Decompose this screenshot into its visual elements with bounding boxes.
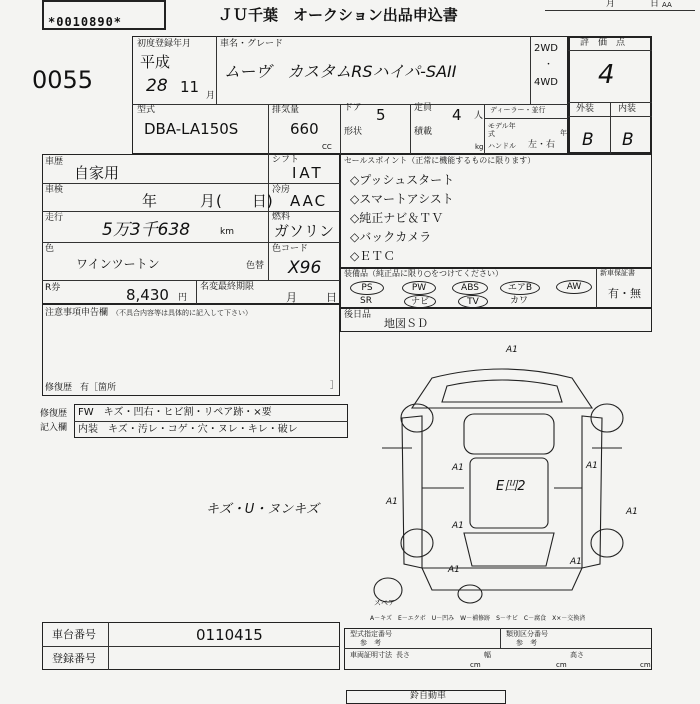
mark-roof: E凹2 — [496, 479, 526, 494]
form-title: ＪＵ千葉 オークション出品申込書 — [218, 6, 458, 24]
car-outline-rear — [422, 565, 582, 590]
car-left-side — [402, 416, 422, 568]
equip-abs: ABS — [452, 281, 488, 295]
registration-month-unit: 月 — [206, 91, 216, 101]
shift-label: シフト — [272, 155, 300, 165]
wheel-rear-left — [401, 529, 433, 557]
selling-point-2: ◇スマートアシスト — [350, 192, 454, 206]
capacity-unit: 人 — [474, 111, 484, 121]
recycle-unit: 円 — [178, 293, 188, 303]
notes-sub: （不具合内容等は具体的に記入して下さい） — [112, 309, 252, 317]
vehicle-name-label: 車名・グレード — [220, 39, 284, 49]
equipment-label: 装備品（純正品に限り○をつけてください） — [344, 269, 503, 278]
fuel-label: 燃料 — [272, 212, 291, 222]
color-change-label: 色替 — [246, 261, 265, 271]
drive-2wd: 2WD — [534, 43, 558, 54]
car-rear-window — [464, 533, 554, 566]
interior-grade: B — [622, 130, 634, 150]
equip-leather: カワ — [510, 296, 529, 306]
mark-right-lower: A1 — [570, 557, 582, 567]
equip-tv: TV — [458, 295, 488, 308]
inspection-label: 車検 — [45, 185, 64, 195]
loading-label: 積載 — [414, 127, 433, 137]
equip-airbag: エアB — [500, 281, 540, 295]
selling-point-4: ◇バックカメラ — [350, 230, 432, 244]
damage-handwritten: キズ・U・ヌンキズ — [206, 502, 319, 517]
date-month: 月 — [606, 0, 616, 9]
score-label: 評 価 点 — [580, 38, 626, 48]
model-label: 型式 — [137, 105, 156, 115]
type-number-label: 型式指定番号 — [350, 630, 392, 638]
wheel-rear-right — [591, 529, 623, 557]
meter-change-label: 名変最終期限 — [200, 282, 255, 292]
type-number-sub: 参 考 — [360, 639, 381, 647]
damage-label-bottom: 記入欄 — [40, 423, 68, 433]
color-label: 色 — [45, 244, 55, 254]
mileage-label: 走行 — [45, 213, 64, 223]
damage-label-top: 修復歴 — [40, 409, 68, 419]
chassis-value: 0110415 — [196, 626, 263, 644]
mark-right-mid: A1 — [626, 507, 638, 517]
mark-left-upper: A1 — [452, 463, 464, 473]
registration-year: 28 — [146, 76, 168, 96]
mileage-unit: km — [220, 227, 234, 237]
warranty-value: 有・無 — [608, 287, 641, 300]
chassis-label: 車台番号 — [52, 628, 96, 641]
mark-right-upper: A1 — [586, 461, 598, 471]
serial-number: *0010890* — [48, 15, 123, 29]
inspection-month: 月 — [200, 192, 216, 210]
inspection-year: 年 — [142, 192, 158, 210]
tail-wheel — [458, 585, 482, 603]
date-underline — [545, 10, 695, 11]
meter-month: 月 — [286, 291, 297, 304]
model-value: DBA-LA150S — [144, 120, 239, 138]
displacement-label: 排気量 — [272, 105, 300, 115]
width-unit: cm — [556, 661, 567, 669]
date-suffix: AA — [662, 1, 672, 9]
vehicle-name: ムーヴ カスタムRSハイパ-SAII — [224, 62, 457, 81]
usage-label: 車歴 — [45, 157, 64, 167]
selling-point-5: ◇ＥＴＣ — [350, 249, 396, 263]
length-label: 長さ — [396, 651, 410, 659]
damage-exterior-row: FW キズ・凹右・ヒビ割・リペア跡・×要 — [78, 407, 272, 418]
meter-day: 日 — [326, 291, 337, 304]
equip-sr: SR — [360, 296, 372, 306]
registration-month: 11 — [180, 78, 200, 96]
color-code-value: X96 — [288, 258, 322, 278]
warranty-label: 新車保証書 — [600, 269, 635, 277]
loading-unit: kg — [475, 143, 484, 151]
damage-interior-row: 内装 キズ・汚レ・コゲ・穴・ヌレ・キレ・破レ — [78, 424, 298, 435]
equip-ps: PS — [350, 281, 384, 295]
spare-label: スペア — [374, 599, 395, 607]
exterior-label: 外装 — [576, 104, 595, 114]
aftermarket-label: 後日品 — [344, 310, 372, 320]
selling-point-3: ◇純正ナビ＆ＴＶ — [350, 211, 444, 225]
doors-label: ドア — [344, 103, 362, 113]
displacement-unit: CC — [322, 143, 332, 151]
registration-era: 平成 — [140, 53, 171, 71]
date-day: 日 — [650, 0, 660, 9]
aftermarket-value: 地図ＳＤ — [384, 317, 428, 330]
dealer-label: ディーラー・並行 — [490, 106, 546, 114]
mark-left-side: A1 — [386, 497, 398, 507]
fuel-value: ガソリン — [274, 222, 335, 240]
shape-label: 形状 — [344, 127, 363, 137]
equip-aw: AW — [556, 280, 592, 294]
category-label: 類別区分番号 — [506, 630, 548, 638]
car-right-side — [582, 416, 602, 568]
mileage-value: 5万3千638 — [102, 220, 191, 240]
score-value: 4 — [598, 60, 615, 90]
wheel-front-right — [591, 404, 623, 432]
handle-value: 左・右 — [528, 140, 556, 150]
lot-number: 0055 — [32, 66, 94, 94]
drive-dot: ・ — [544, 60, 554, 70]
height-unit: cm — [640, 661, 651, 669]
ac-label: 冷房 — [272, 185, 291, 195]
car-diagram — [352, 338, 652, 608]
width-label: 幅 — [484, 651, 491, 659]
mark-left-lower: A1 — [448, 565, 460, 575]
repair-value: 有［箇所 — [80, 383, 117, 393]
shift-value: IAT — [292, 164, 324, 182]
dimension-label: 車両証明寸法 — [350, 651, 392, 659]
equip-navi: ナビ — [404, 295, 436, 308]
recycle-amount: 8,430 — [126, 286, 169, 304]
displacement-value: 660 — [290, 120, 319, 138]
category-sub: 参 考 — [516, 639, 537, 647]
selling-points-label: セールスポイント（正常に機能するものに限ります） — [344, 156, 536, 165]
usage-value: 自家用 — [74, 164, 120, 182]
damage-legend: A－キズ E－エクボ U－凹み W－補修跡 S－サビ C－腐食 X×－交換済 — [370, 615, 586, 622]
car-hood — [442, 380, 562, 402]
notes-label: 注意事項申告欄 — [45, 308, 109, 318]
inspection-day: ( 日) — [216, 192, 273, 210]
mark-top: A1 — [506, 345, 518, 355]
repair-label: 修復歴 — [45, 383, 73, 393]
recycle-label: R券 — [45, 283, 61, 293]
model-year-unit: 年 — [560, 129, 567, 137]
length-unit: cm — [470, 661, 481, 669]
height-label: 高さ — [570, 651, 584, 659]
registration-label: 初度登録年月 — [137, 39, 192, 49]
drive-4wd: 4WD — [534, 77, 558, 88]
ac-value: AAC — [290, 192, 328, 210]
exterior-grade: B — [582, 130, 594, 150]
equip-pw: PW — [402, 281, 436, 295]
doors-value: 5 — [376, 106, 386, 124]
capacity-value: 4 — [452, 106, 462, 124]
color-code-label: 色コード — [272, 244, 309, 254]
mark-left-mid: A1 — [452, 521, 464, 531]
capacity-label: 定員 — [414, 103, 433, 113]
interior-label: 内装 — [618, 104, 637, 114]
bottom-label: 鈴自動車 — [410, 691, 447, 701]
repair-close: ］ — [330, 381, 340, 391]
selling-point-1: ◇プッシュスタート — [350, 173, 455, 187]
car-windshield — [464, 414, 554, 454]
color-value: ワインツートン — [76, 257, 160, 271]
registration-number-label: 登録番号 — [52, 652, 96, 665]
handle-label: ハンドル — [488, 142, 516, 150]
model-year-label: モデル年式 — [488, 122, 516, 138]
